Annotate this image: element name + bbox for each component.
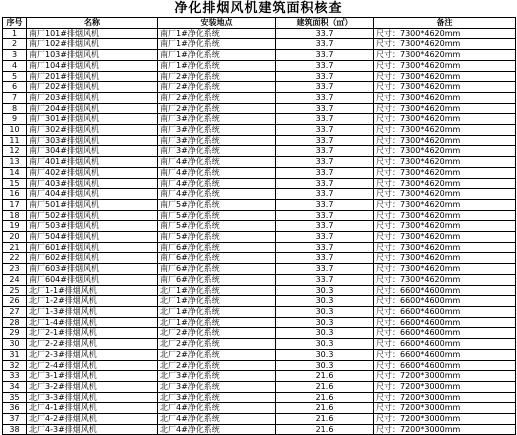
- cell-location[interactable]: 南厂3#净化系统: [158, 125, 276, 136]
- cell-index[interactable]: 20: [3, 232, 27, 243]
- cell-name[interactable]: 北厂3-2#排烟风机: [27, 381, 158, 392]
- cell-remark[interactable]: 尺寸：7200*3000mm: [374, 424, 516, 435]
- cell-area[interactable]: 33.7: [276, 114, 374, 125]
- cell-location[interactable]: 南厂4#净化系统: [158, 178, 276, 189]
- table-row: [3, 103, 516, 114]
- cell-name[interactable]: 北厂4-3#排烟风机: [27, 424, 158, 435]
- cell-area[interactable]: 21.6: [276, 371, 374, 382]
- cell-name[interactable]: 南厂404#排烟风机: [27, 189, 158, 200]
- cell-area[interactable]: 33.7: [276, 39, 374, 50]
- table-row: [3, 114, 516, 125]
- table-row: [3, 306, 516, 317]
- cell-name[interactable]: 南厂601#排烟风机: [27, 242, 158, 253]
- cell-remark[interactable]: 尺寸：6600*4600mm: [374, 360, 516, 371]
- cell-index[interactable]: 21: [3, 242, 27, 253]
- cell-index[interactable]: 24: [3, 274, 27, 285]
- cell-index[interactable]: 3: [3, 50, 27, 61]
- cell-remark[interactable]: 尺寸：6600*4600mm: [374, 328, 516, 339]
- table-row: [3, 199, 516, 210]
- cell-name[interactable]: 南厂103#排烟风机: [27, 50, 158, 61]
- table-row: [3, 242, 516, 253]
- cell-index[interactable]: 7: [3, 92, 27, 103]
- table-row: [3, 28, 516, 39]
- cell-remark[interactable]: 尺寸：7200*3000mm: [374, 414, 516, 425]
- header-index[interactable]: 序号: [3, 18, 27, 29]
- cell-remark[interactable]: 尺寸：6600*4600mm: [374, 296, 516, 307]
- header-row: [3, 18, 516, 29]
- cell-location[interactable]: 南厂5#净化系统: [158, 221, 276, 232]
- cell-remark[interactable]: 尺寸：7300*4620mm: [374, 125, 516, 136]
- cell-location[interactable]: 北厂1#净化系统: [158, 317, 276, 328]
- cell-name[interactable]: 南厂202#排烟风机: [27, 82, 158, 93]
- cell-name[interactable]: 北厂4-2#排烟风机: [27, 414, 158, 425]
- cell-index[interactable]: 15: [3, 178, 27, 189]
- cell-area[interactable]: 33.7: [276, 178, 374, 189]
- table-row: [3, 221, 516, 232]
- cell-area[interactable]: 21.6: [276, 424, 374, 435]
- cell-area[interactable]: 30.3: [276, 349, 374, 360]
- cell-remark[interactable]: 尺寸：7300*4620mm: [374, 189, 516, 200]
- cell-location[interactable]: 北厂1#净化系统: [158, 285, 276, 296]
- cell-area[interactable]: 30.3: [276, 296, 374, 307]
- cell-index[interactable]: 28: [3, 317, 27, 328]
- cell-index[interactable]: 32: [3, 360, 27, 371]
- cell-area[interactable]: 33.7: [276, 232, 374, 243]
- table-row: [3, 178, 516, 189]
- cell-area[interactable]: 33.7: [276, 253, 374, 264]
- cell-remark[interactable]: 尺寸：7300*4620mm: [374, 60, 516, 71]
- cell-name[interactable]: 北厂2-1#排烟风机: [27, 328, 158, 339]
- cell-location[interactable]: 南厂6#净化系统: [158, 253, 276, 264]
- cell-area[interactable]: 33.7: [276, 221, 374, 232]
- table-row: [3, 210, 516, 221]
- cell-remark[interactable]: 尺寸：7200*3000mm: [374, 403, 516, 414]
- cell-location[interactable]: 北厂3#净化系统: [158, 371, 276, 382]
- cell-area[interactable]: 30.3: [276, 360, 374, 371]
- cell-name[interactable]: 南厂304#排烟风机: [27, 146, 158, 157]
- cell-name[interactable]: 南厂602#排烟风机: [27, 253, 158, 264]
- cell-remark[interactable]: 尺寸：7300*4620mm: [374, 50, 516, 61]
- table-row: [3, 39, 516, 50]
- cell-location[interactable]: 南厂2#净化系统: [158, 82, 276, 93]
- cell-area[interactable]: 33.7: [276, 50, 374, 61]
- cell-remark[interactable]: 尺寸：7300*4620mm: [374, 92, 516, 103]
- cell-index[interactable]: 5: [3, 71, 27, 82]
- cell-location[interactable]: 北厂3#净化系统: [158, 381, 276, 392]
- cell-area[interactable]: 33.7: [276, 157, 374, 168]
- cell-area[interactable]: 33.7: [276, 146, 374, 157]
- cell-index[interactable]: 6: [3, 82, 27, 93]
- cell-remark[interactable]: 尺寸：7300*4620mm: [374, 146, 516, 157]
- cell-index[interactable]: 36: [3, 403, 27, 414]
- cell-name[interactable]: 南厂504#排烟风机: [27, 232, 158, 243]
- cell-location[interactable]: 南厂3#净化系统: [158, 146, 276, 157]
- cell-location[interactable]: 南厂4#净化系统: [158, 157, 276, 168]
- cell-index[interactable]: 29: [3, 328, 27, 339]
- cell-index[interactable]: 26: [3, 296, 27, 307]
- table-row: [3, 264, 516, 275]
- cell-area[interactable]: 33.7: [276, 92, 374, 103]
- cell-location[interactable]: 南厂1#净化系统: [158, 28, 276, 39]
- cell-index[interactable]: 10: [3, 125, 27, 136]
- cell-index[interactable]: 30: [3, 339, 27, 350]
- cell-name[interactable]: 北厂2-4#排烟风机: [27, 360, 158, 371]
- cell-area[interactable]: 33.7: [276, 210, 374, 221]
- table-row: [3, 253, 516, 264]
- cell-area[interactable]: 33.7: [276, 135, 374, 146]
- cell-area[interactable]: 21.6: [276, 392, 374, 403]
- table-row: [3, 274, 516, 285]
- cell-index[interactable]: 18: [3, 210, 27, 221]
- cell-index[interactable]: 27: [3, 306, 27, 317]
- cell-area[interactable]: 33.7: [276, 125, 374, 136]
- cell-name[interactable]: 南厂403#排烟风机: [27, 178, 158, 189]
- table-row: [3, 146, 516, 157]
- cell-area[interactable]: 30.3: [276, 306, 374, 317]
- table-row: [3, 381, 516, 392]
- cell-location[interactable]: 南厂2#净化系统: [158, 92, 276, 103]
- cell-remark[interactable]: 尺寸：7300*4620mm: [374, 28, 516, 39]
- cell-area[interactable]: 30.3: [276, 285, 374, 296]
- table-row: [3, 360, 516, 371]
- table-row: [3, 71, 516, 82]
- sheet-title: 净化排烟风机建筑面积核查: [174, 1, 343, 16]
- cell-area[interactable]: 33.7: [276, 28, 374, 39]
- cell-remark[interactable]: 尺寸：6600*4600mm: [374, 349, 516, 360]
- cell-location[interactable]: 南厂5#净化系统: [158, 232, 276, 243]
- cell-remark[interactable]: 尺寸：6600*4600mm: [374, 306, 516, 317]
- cell-index[interactable]: 1: [3, 28, 27, 39]
- cell-name[interactable]: 北厂3-3#排烟风机: [27, 392, 158, 403]
- cell-remark[interactable]: 尺寸：7300*4620mm: [374, 167, 516, 178]
- cell-remark[interactable]: 尺寸：7300*4620mm: [374, 199, 516, 210]
- table-row: [3, 371, 516, 382]
- data-table: [2, 17, 516, 435]
- cell-remark[interactable]: 尺寸：7200*3000mm: [374, 392, 516, 403]
- cell-name[interactable]: 北厂2-2#排烟风机: [27, 339, 158, 350]
- cell-area[interactable]: 33.7: [276, 103, 374, 114]
- cell-location[interactable]: 南厂3#净化系统: [158, 114, 276, 125]
- cell-area[interactable]: 33.7: [276, 199, 374, 210]
- cell-index[interactable]: 12: [3, 146, 27, 157]
- cell-location[interactable]: 北厂2#净化系统: [158, 349, 276, 360]
- cell-remark[interactable]: 尺寸：7300*4620mm: [374, 82, 516, 93]
- cell-name[interactable]: 北厂3-1#排烟风机: [27, 371, 158, 382]
- cell-location[interactable]: 北厂2#净化系统: [158, 360, 276, 371]
- table-row: [3, 60, 516, 71]
- cell-index[interactable]: 17: [3, 199, 27, 210]
- cell-index[interactable]: 38: [3, 424, 27, 435]
- cell-remark[interactable]: 尺寸：7300*4620mm: [374, 242, 516, 253]
- header-location[interactable]: 安装地点: [158, 18, 276, 29]
- cell-name[interactable]: 南厂204#排烟风机: [27, 103, 158, 114]
- cell-index[interactable]: 25: [3, 285, 27, 296]
- table-row: [3, 125, 516, 136]
- cell-area[interactable]: 33.7: [276, 274, 374, 285]
- cell-remark[interactable]: 尺寸：7300*4620mm: [374, 71, 516, 82]
- table-row: [3, 424, 516, 435]
- cell-name[interactable]: 南厂301#排烟风机: [27, 114, 158, 125]
- cell-index[interactable]: 13: [3, 157, 27, 168]
- table-row: [3, 232, 516, 243]
- cell-name[interactable]: 南厂302#排烟风机: [27, 125, 158, 136]
- table-row: [3, 135, 516, 146]
- cell-index[interactable]: 4: [3, 60, 27, 71]
- cell-location[interactable]: 南厂4#净化系统: [158, 189, 276, 200]
- cell-name[interactable]: 南厂104#排烟风机: [27, 60, 158, 71]
- cell-name[interactable]: 南厂502#排烟风机: [27, 210, 158, 221]
- cell-index[interactable]: 14: [3, 167, 27, 178]
- cell-name[interactable]: 南厂402#排烟风机: [27, 167, 158, 178]
- cell-area[interactable]: 33.7: [276, 189, 374, 200]
- cell-name[interactable]: 南厂101#排烟风机: [27, 28, 158, 39]
- cell-remark[interactable]: 尺寸：7300*4620mm: [374, 253, 516, 264]
- cell-location[interactable]: 南厂6#净化系统: [158, 264, 276, 275]
- table-row: [3, 189, 516, 200]
- cell-location[interactable]: 北厂2#净化系统: [158, 339, 276, 350]
- cell-index[interactable]: 35: [3, 392, 27, 403]
- cell-location[interactable]: 南厂1#净化系统: [158, 50, 276, 61]
- cell-remark[interactable]: 尺寸：6600*4600mm: [374, 317, 516, 328]
- cell-name[interactable]: 南厂102#排烟风机: [27, 39, 158, 50]
- cell-location[interactable]: 北厂3#净化系统: [158, 392, 276, 403]
- cell-name[interactable]: 南厂201#排烟风机: [27, 71, 158, 82]
- cell-name[interactable]: 南厂501#排烟风机: [27, 199, 158, 210]
- cell-remark[interactable]: 尺寸：7300*4620mm: [374, 135, 516, 146]
- table-row: [3, 82, 516, 93]
- cell-name[interactable]: 南厂503#排烟风机: [27, 221, 158, 232]
- cell-name[interactable]: 北厂1-1#排烟风机: [27, 285, 158, 296]
- cell-remark[interactable]: 尺寸：7300*4620mm: [374, 210, 516, 221]
- cell-index[interactable]: 31: [3, 349, 27, 360]
- cell-name[interactable]: 北厂1-2#排烟风机: [27, 296, 158, 307]
- cell-area[interactable]: 33.7: [276, 242, 374, 253]
- table-row: [3, 296, 516, 307]
- cell-area[interactable]: 21.6: [276, 403, 374, 414]
- cell-location[interactable]: 南厂6#净化系统: [158, 274, 276, 285]
- cell-area[interactable]: 21.6: [276, 381, 374, 392]
- table-row: [3, 392, 516, 403]
- cell-index[interactable]: 33: [3, 371, 27, 382]
- table-row: [3, 157, 516, 168]
- cell-area[interactable]: 21.6: [276, 414, 374, 425]
- cell-location[interactable]: 北厂2#净化系统: [158, 328, 276, 339]
- cell-area[interactable]: 33.7: [276, 264, 374, 275]
- cell-index[interactable]: 11: [3, 135, 27, 146]
- cell-remark[interactable]: 尺寸：7300*4620mm: [374, 264, 516, 275]
- cell-name[interactable]: 北厂1-3#排烟风机: [27, 306, 158, 317]
- cell-area[interactable]: 33.7: [276, 82, 374, 93]
- cell-name[interactable]: 南厂603#排烟风机: [27, 264, 158, 275]
- cell-location[interactable]: 南厂4#净化系统: [158, 167, 276, 178]
- table-row: [3, 339, 516, 350]
- cell-location[interactable]: 北厂4#净化系统: [158, 414, 276, 425]
- table-row: [3, 50, 516, 61]
- cell-remark[interactable]: 尺寸：7300*4620mm: [374, 178, 516, 189]
- cell-area[interactable]: 30.3: [276, 317, 374, 328]
- cell-location[interactable]: 南厂1#净化系统: [158, 60, 276, 71]
- cell-remark[interactable]: 尺寸：7300*4620mm: [374, 221, 516, 232]
- table-row: [3, 403, 516, 414]
- cell-index[interactable]: 37: [3, 414, 27, 425]
- header-area[interactable]: 建筑面积（㎡）: [276, 18, 374, 29]
- header-remark[interactable]: 备注: [374, 18, 516, 29]
- cell-remark[interactable]: 尺寸：7300*4620mm: [374, 232, 516, 243]
- cell-remark[interactable]: 尺寸：7300*4620mm: [374, 157, 516, 168]
- cell-name[interactable]: 北厂4-1#排烟风机: [27, 403, 158, 414]
- cell-name[interactable]: 北厂1-4#排烟风机: [27, 317, 158, 328]
- cell-location[interactable]: 南厂2#净化系统: [158, 103, 276, 114]
- table-row: [3, 167, 516, 178]
- cell-area[interactable]: 33.7: [276, 71, 374, 82]
- cell-index[interactable]: 22: [3, 253, 27, 264]
- table-body: [3, 28, 516, 435]
- cell-area[interactable]: 33.7: [276, 167, 374, 178]
- cell-area[interactable]: 30.3: [276, 328, 374, 339]
- cell-remark[interactable]: 尺寸：6600*4600mm: [374, 339, 516, 350]
- cell-location[interactable]: 南厂3#净化系统: [158, 135, 276, 146]
- header-name[interactable]: 名称: [27, 18, 158, 29]
- cell-index[interactable]: 23: [3, 264, 27, 275]
- table-row: [3, 328, 516, 339]
- cell-location[interactable]: 南厂1#净化系统: [158, 39, 276, 50]
- cell-location[interactable]: 南厂5#净化系统: [158, 199, 276, 210]
- cell-location[interactable]: 南厂6#净化系统: [158, 242, 276, 253]
- cell-index[interactable]: 34: [3, 381, 27, 392]
- table-row: [3, 92, 516, 103]
- cell-name[interactable]: 南厂303#排烟风机: [27, 135, 158, 146]
- cell-area[interactable]: 33.7: [276, 60, 374, 71]
- cell-index[interactable]: 19: [3, 221, 27, 232]
- cell-area[interactable]: 30.3: [276, 339, 374, 350]
- cell-index[interactable]: 8: [3, 103, 27, 114]
- table-row: [3, 317, 516, 328]
- cell-index[interactable]: 2: [3, 39, 27, 50]
- cell-location[interactable]: 南厂2#净化系统: [158, 71, 276, 82]
- cell-name[interactable]: 北厂2-3#排烟风机: [27, 349, 158, 360]
- cell-location[interactable]: 南厂5#净化系统: [158, 210, 276, 221]
- cell-remark[interactable]: 尺寸：7300*4620mm: [374, 274, 516, 285]
- cell-name[interactable]: 南厂604#排烟风机: [27, 274, 158, 285]
- cell-location[interactable]: 北厂1#净化系统: [158, 306, 276, 317]
- cell-location[interactable]: 北厂4#净化系统: [158, 424, 276, 435]
- table-row: [3, 285, 516, 296]
- cell-index[interactable]: 16: [3, 189, 27, 200]
- cell-remark[interactable]: 尺寸：7300*4620mm: [374, 39, 516, 50]
- spreadsheet: [2, 0, 515, 435]
- cell-remark[interactable]: 尺寸：7300*4620mm: [374, 103, 516, 114]
- cell-remark[interactable]: 尺寸：7300*4620mm: [374, 114, 516, 125]
- table-row: [3, 349, 516, 360]
- cell-remark[interactable]: 尺寸：7200*3000mm: [374, 371, 516, 382]
- cell-remark[interactable]: 尺寸：6600*4600mm: [374, 285, 516, 296]
- cell-location[interactable]: 北厂4#净化系统: [158, 403, 276, 414]
- cell-name[interactable]: 南厂203#排烟风机: [27, 92, 158, 103]
- cell-remark[interactable]: 尺寸：7200*3000mm: [374, 381, 516, 392]
- table-row: [3, 414, 516, 425]
- cell-name[interactable]: 南厂401#排烟风机: [27, 157, 158, 168]
- cell-index[interactable]: 9: [3, 114, 27, 125]
- cell-location[interactable]: 北厂1#净化系统: [158, 296, 276, 307]
